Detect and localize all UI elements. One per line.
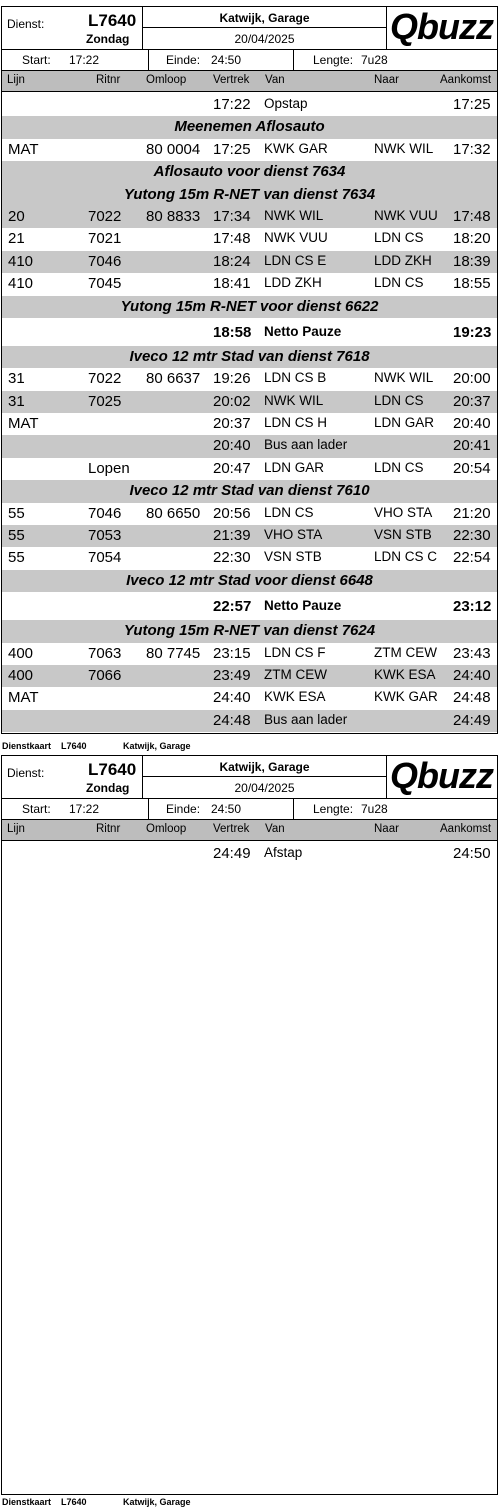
section-title-row xyxy=(2,480,497,502)
einde-cell xyxy=(148,50,294,70)
col-lijn: Lijn xyxy=(7,74,25,86)
cell-van: NWK WIL xyxy=(264,207,324,223)
cell-naar: LDN CS xyxy=(374,392,424,408)
column-header xyxy=(2,820,497,841)
cell-naar: VSN STB xyxy=(374,527,432,543)
cell-vertrek: 24:48 xyxy=(213,711,251,729)
cell-omloop: 80 7745 xyxy=(146,644,201,662)
cell-vertrek: 22:57 xyxy=(213,598,252,616)
col-omloop: Omloop xyxy=(146,74,187,86)
cell-lijn: 400 xyxy=(8,644,34,662)
footer-code: L7640 xyxy=(61,1497,87,1507)
cell-omloop: 80 0004 xyxy=(146,140,201,158)
start-cell xyxy=(2,50,149,70)
card-header xyxy=(2,756,497,799)
lengte-cell xyxy=(293,50,499,70)
cell-van: LDN CS E xyxy=(264,252,327,268)
cell-vertrek: 23:15 xyxy=(213,644,251,662)
cell-ritnr: 7046 xyxy=(88,504,122,522)
cell-ritnr: Lopen xyxy=(88,459,130,477)
trip-rows xyxy=(2,843,497,865)
cell-aankomst: 21:20 xyxy=(453,504,491,522)
cell-naar: LDN CS xyxy=(374,230,424,246)
cell-naar: KWK ESA xyxy=(374,666,436,682)
trip-row xyxy=(2,206,497,228)
einde-label: Einde: xyxy=(166,802,201,816)
trip-row xyxy=(2,413,497,435)
section-title-row xyxy=(2,346,497,368)
column-header xyxy=(2,71,497,92)
col-aankomst: Aankomst xyxy=(440,74,492,86)
footer-label: Dienstkaart xyxy=(2,1497,52,1507)
col-van: Van xyxy=(265,823,285,835)
cell-lijn: 55 xyxy=(8,504,25,522)
cell-lijn: 20 xyxy=(8,207,25,225)
lengte-label: Lengte: xyxy=(313,802,354,816)
col-vertrek: Vertrek xyxy=(213,823,250,835)
place-label: Katwijk, Garage xyxy=(143,760,386,777)
cell-naar: LDN CS xyxy=(374,275,424,291)
cell-naar: LDD ZKH xyxy=(374,252,432,268)
pause-row xyxy=(2,318,497,346)
cell-naar: KWK GAR xyxy=(374,689,438,705)
cell-van: LDN CS F xyxy=(264,644,326,660)
start-value: 17:22 xyxy=(69,53,100,67)
cell-van: KWK ESA xyxy=(264,689,326,705)
cell-aankomst: 24:40 xyxy=(453,666,491,684)
start-cell xyxy=(2,799,149,819)
trip-row xyxy=(2,391,497,413)
start-label: Start: xyxy=(22,53,51,67)
section-title-row xyxy=(2,296,497,318)
section-title-row xyxy=(2,620,497,642)
cell-ritnr: 7025 xyxy=(88,392,122,410)
dienstkaart-page-1 xyxy=(1,6,498,734)
cell-aankomst: 17:25 xyxy=(453,96,491,113)
cell-naar: NWK VUU xyxy=(374,207,438,223)
cell-aankomst: 18:55 xyxy=(453,275,491,293)
date-label: 20/04/2025 xyxy=(234,32,295,46)
cell-lijn: 21 xyxy=(8,230,25,248)
cell-van: LDD ZKH xyxy=(264,275,322,291)
day-label: Zondag xyxy=(86,781,130,795)
header-center xyxy=(142,756,387,798)
cell-aankomst: 19:23 xyxy=(453,323,492,341)
card-header xyxy=(2,7,497,50)
cell-vertrek: 21:39 xyxy=(213,527,251,545)
cell-lijn: 400 xyxy=(8,666,34,684)
header-center xyxy=(142,7,387,49)
trip-row xyxy=(2,228,497,250)
section-title: Meenemen Aflosauto xyxy=(174,118,325,136)
cell-vertrek: 17:22 xyxy=(213,96,251,113)
cell-ritnr: 7046 xyxy=(88,252,122,270)
trip-row xyxy=(2,251,497,273)
cell-van: LDN CS H xyxy=(264,415,328,431)
cell-vertrek: 18:58 xyxy=(213,323,252,341)
cell-aankomst: 24:49 xyxy=(453,711,491,729)
trip-row xyxy=(2,665,497,687)
cell-vertrek: 18:24 xyxy=(213,252,251,270)
trip-row xyxy=(2,643,497,665)
col-vertrek: Vertrek xyxy=(213,74,250,86)
qbuzz-logo: Qbuzz xyxy=(390,6,493,47)
cell-van: NWK WIL xyxy=(264,392,324,408)
cell-lijn: 55 xyxy=(8,527,25,545)
cell-vertrek: 24:49 xyxy=(213,845,251,862)
col-lijn: Lijn xyxy=(7,823,25,835)
cell-aankomst: 24:48 xyxy=(453,689,491,707)
trip-row xyxy=(2,458,497,480)
einde-value: 24:50 xyxy=(211,802,242,816)
qbuzz-logo: Qbuzz xyxy=(390,755,493,796)
cell-aankomst: 20:41 xyxy=(453,437,491,455)
trip-row xyxy=(2,525,497,547)
cell-van: VHO STA xyxy=(264,527,323,543)
cell-ritnr: 7021 xyxy=(88,230,122,248)
cell-aankomst: 20:37 xyxy=(453,392,491,410)
cell-aankomst: 22:30 xyxy=(453,527,491,545)
cell-naar: LDN CS C xyxy=(374,549,438,565)
einde-cell xyxy=(148,799,294,819)
cell-lijn: MAT xyxy=(8,689,39,707)
cell-aankomst: 23:12 xyxy=(453,598,492,616)
section-title-row xyxy=(2,570,497,592)
dienst-label: Dienst: xyxy=(7,766,45,780)
cell-vertrek: 18:41 xyxy=(213,275,251,293)
cell-aankomst: 20:40 xyxy=(453,415,491,433)
cell-van: VSN STB xyxy=(264,549,322,565)
cell-ritnr: 7045 xyxy=(88,275,122,293)
cell-ritnr: 7063 xyxy=(88,644,122,662)
cell-aankomst: 17:32 xyxy=(453,140,491,158)
cell-aankomst: 18:20 xyxy=(453,230,491,248)
cell-van: NWK VUU xyxy=(264,230,328,246)
trip-row xyxy=(2,368,497,390)
cell-van: LDN CS B xyxy=(264,370,327,386)
start-label: Start: xyxy=(22,802,51,816)
cell-ritnr: 7022 xyxy=(88,370,122,388)
cell-aankomst: 20:00 xyxy=(453,370,491,388)
footer-code: L7640 xyxy=(61,741,87,751)
section-title-row xyxy=(2,161,497,183)
cell-ritnr: 7066 xyxy=(88,666,122,684)
footer-place: Katwijk, Garage xyxy=(123,1497,191,1507)
cell-vertrek: 22:30 xyxy=(213,549,251,567)
col-naar: Naar xyxy=(374,74,399,86)
cell-vertrek: 23:49 xyxy=(213,666,251,684)
einde-label: Einde: xyxy=(166,53,201,67)
cell-van: LDN GAR xyxy=(264,459,325,475)
cell-aankomst: 23:43 xyxy=(453,644,491,662)
cell-vertrek: 17:48 xyxy=(213,230,251,248)
cell-vertrek: 17:25 xyxy=(213,140,251,158)
cell-lijn: 31 xyxy=(8,370,25,388)
trip-row xyxy=(2,547,497,569)
section-title: Yutong 15m R-NET van dienst 7624 xyxy=(123,622,376,640)
footer-label: Dienstkaart xyxy=(2,741,52,751)
cell-naar: NWK WIL xyxy=(374,370,434,386)
dienst-label: Dienst: xyxy=(7,17,45,31)
section-title: Iveco 12 mtr Stad voor dienst 6648 xyxy=(126,571,373,589)
section-title: Yutong 15m R-NET voor dienst 6622 xyxy=(120,297,379,315)
section-title-row xyxy=(2,184,497,206)
cell-van: KWK GAR xyxy=(264,140,328,156)
trip-row xyxy=(2,687,497,709)
cell-omloop: 80 8833 xyxy=(146,207,201,225)
cell-van: Afstap xyxy=(264,845,303,860)
cell-van: ZTM CEW xyxy=(264,666,327,682)
cell-vertrek: 17:34 xyxy=(213,207,251,225)
cell-van: Netto Pauze xyxy=(264,598,342,614)
cell-naar: ZTM CEW xyxy=(374,644,437,660)
date-label: 20/04/2025 xyxy=(234,781,295,795)
col-ritnr: Ritnr xyxy=(96,823,121,835)
cell-van: Bus aan lader xyxy=(264,711,348,727)
cell-omloop: 80 6650 xyxy=(146,504,201,522)
dienstkaart-page-2 xyxy=(1,755,498,1495)
meta-row xyxy=(2,50,497,71)
cell-ritnr: 7022 xyxy=(88,207,122,225)
col-ritnr: Ritnr xyxy=(96,74,121,86)
place-label: Katwijk, Garage xyxy=(143,11,386,28)
dienst-code: L7640 xyxy=(88,11,137,30)
trip-row xyxy=(2,710,497,732)
cell-aankomst: 22:54 xyxy=(453,549,491,567)
section-title: Iveco 12 mtr Stad van dienst 7618 xyxy=(129,347,370,365)
cell-lijn: 55 xyxy=(8,549,25,567)
lengte-cell xyxy=(293,799,499,819)
section-title: Yutong 15m R-NET van dienst 7634 xyxy=(123,185,376,203)
trip-row xyxy=(2,843,497,865)
start-value: 17:22 xyxy=(69,802,100,816)
cell-naar: NWK WIL xyxy=(374,140,434,156)
trip-row xyxy=(2,94,497,116)
lengte-label: Lengte: xyxy=(313,53,354,67)
cell-omloop: 80 6637 xyxy=(146,370,201,388)
cell-lijn: 31 xyxy=(8,392,25,410)
cell-lijn: MAT xyxy=(8,415,39,433)
section-title: Aflosauto voor dienst 7634 xyxy=(153,163,346,181)
cell-lijn: 410 xyxy=(8,275,34,293)
cell-ritnr: 7054 xyxy=(88,549,122,567)
cell-aankomst: 24:50 xyxy=(453,845,491,862)
cell-aankomst: 20:54 xyxy=(453,459,491,477)
cell-vertrek: 20:02 xyxy=(213,392,251,410)
dienst-code: L7640 xyxy=(88,760,137,779)
cell-vertrek: 20:40 xyxy=(213,437,251,455)
cell-aankomst: 17:48 xyxy=(453,207,491,225)
col-van: Van xyxy=(265,74,285,86)
pause-row xyxy=(2,592,497,620)
lengte-value: 7u28 xyxy=(361,802,388,816)
trip-row xyxy=(2,273,497,295)
footer-place: Katwijk, Garage xyxy=(123,741,191,751)
cell-lijn: MAT xyxy=(8,140,39,158)
lengte-value: 7u28 xyxy=(361,53,388,67)
cell-naar: VHO STA xyxy=(374,504,433,520)
trip-row xyxy=(2,503,497,525)
cell-lijn: 410 xyxy=(8,252,34,270)
cell-vertrek: 20:37 xyxy=(213,415,251,433)
col-naar: Naar xyxy=(374,823,399,835)
trip-row xyxy=(2,435,497,457)
cell-vertrek: 24:40 xyxy=(213,689,251,707)
day-label: Zondag xyxy=(86,32,130,46)
cell-van: Netto Pauze xyxy=(264,323,342,339)
section-title-row xyxy=(2,116,497,138)
einde-value: 24:50 xyxy=(211,53,242,67)
meta-row xyxy=(2,799,497,820)
trip-rows xyxy=(2,94,497,732)
col-omloop: Omloop xyxy=(146,823,187,835)
cell-vertrek: 20:56 xyxy=(213,504,251,522)
cell-vertrek: 19:26 xyxy=(213,370,251,388)
cell-van: Bus aan lader xyxy=(264,437,348,453)
cell-van: LDN CS xyxy=(264,504,314,520)
cell-naar: LDN CS xyxy=(374,459,424,475)
cell-van: Opstap xyxy=(264,96,308,111)
cell-ritnr: 7053 xyxy=(88,527,122,545)
cell-vertrek: 20:47 xyxy=(213,459,251,477)
cell-aankomst: 18:39 xyxy=(453,252,491,270)
section-title: Iveco 12 mtr Stad van dienst 7610 xyxy=(129,482,370,500)
trip-row xyxy=(2,139,497,161)
cell-naar: LDN GAR xyxy=(374,415,435,431)
col-aankomst: Aankomst xyxy=(440,823,492,835)
